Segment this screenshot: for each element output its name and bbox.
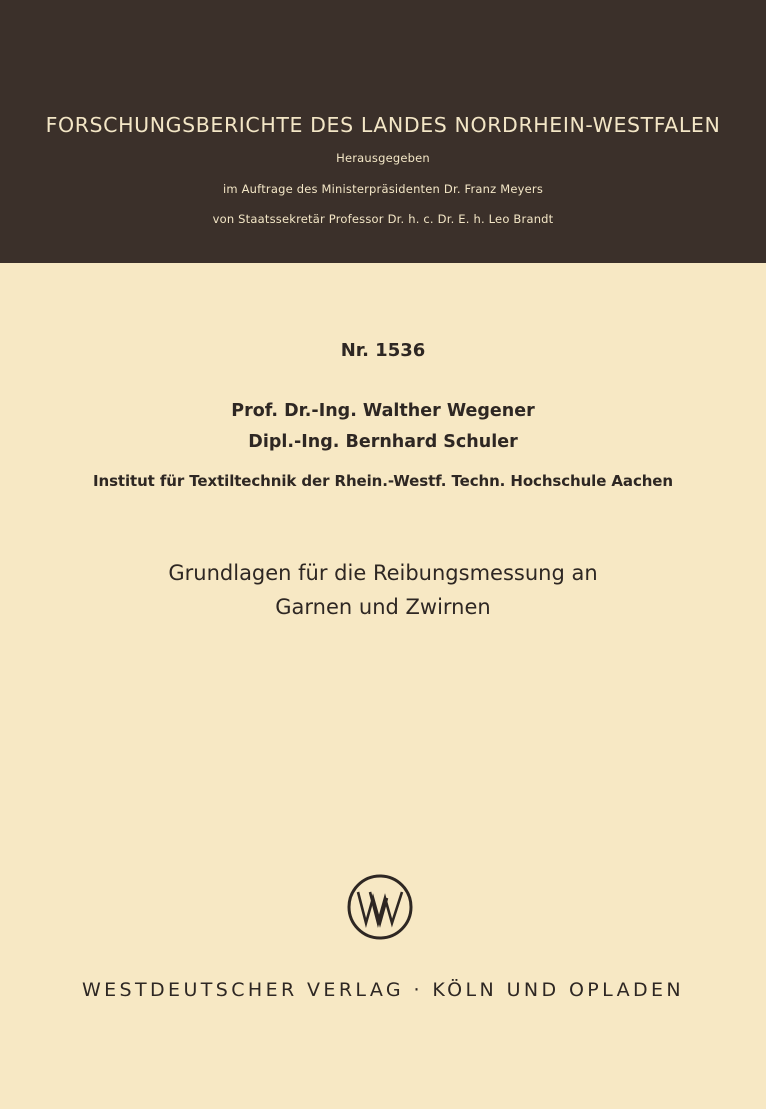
editor-line-published: Herausgegeben [336,151,430,165]
series-title: FORSCHUNGSBERICHTE DES LANDES NORDRHEIN-WESTFALEN [45,113,721,137]
series-header-band [0,0,766,263]
publisher-line: WESTDEUTSCHER VERLAG · KÖLN UND OPLADEN [81,979,685,1001]
institute-name: Institut für Textiltechnik der Rhein.-Westf. Techn. Hochschule Aachen [93,472,673,490]
author-name: Prof. Dr.-Ing. Walther Wegener [231,401,535,421]
author-name: Dipl.-Ing. Bernhard Schuler [248,432,518,452]
westdeutscher-verlag-ww-logo-icon [346,873,414,941]
editor-line-secretary: von Staatssekretär Professor Dr. h. c. Dr. E. h. Leo Brandt [212,212,554,226]
book-title-line: Garnen und Zwirnen [275,595,491,619]
report-number: Nr. 1536 [340,340,426,361]
book-title-line: Grundlagen für die Reibungsmessung an [168,561,598,585]
editor-line-commission: im Auftrage des Ministerpräsidenten Dr. Franz Meyers [222,182,544,196]
